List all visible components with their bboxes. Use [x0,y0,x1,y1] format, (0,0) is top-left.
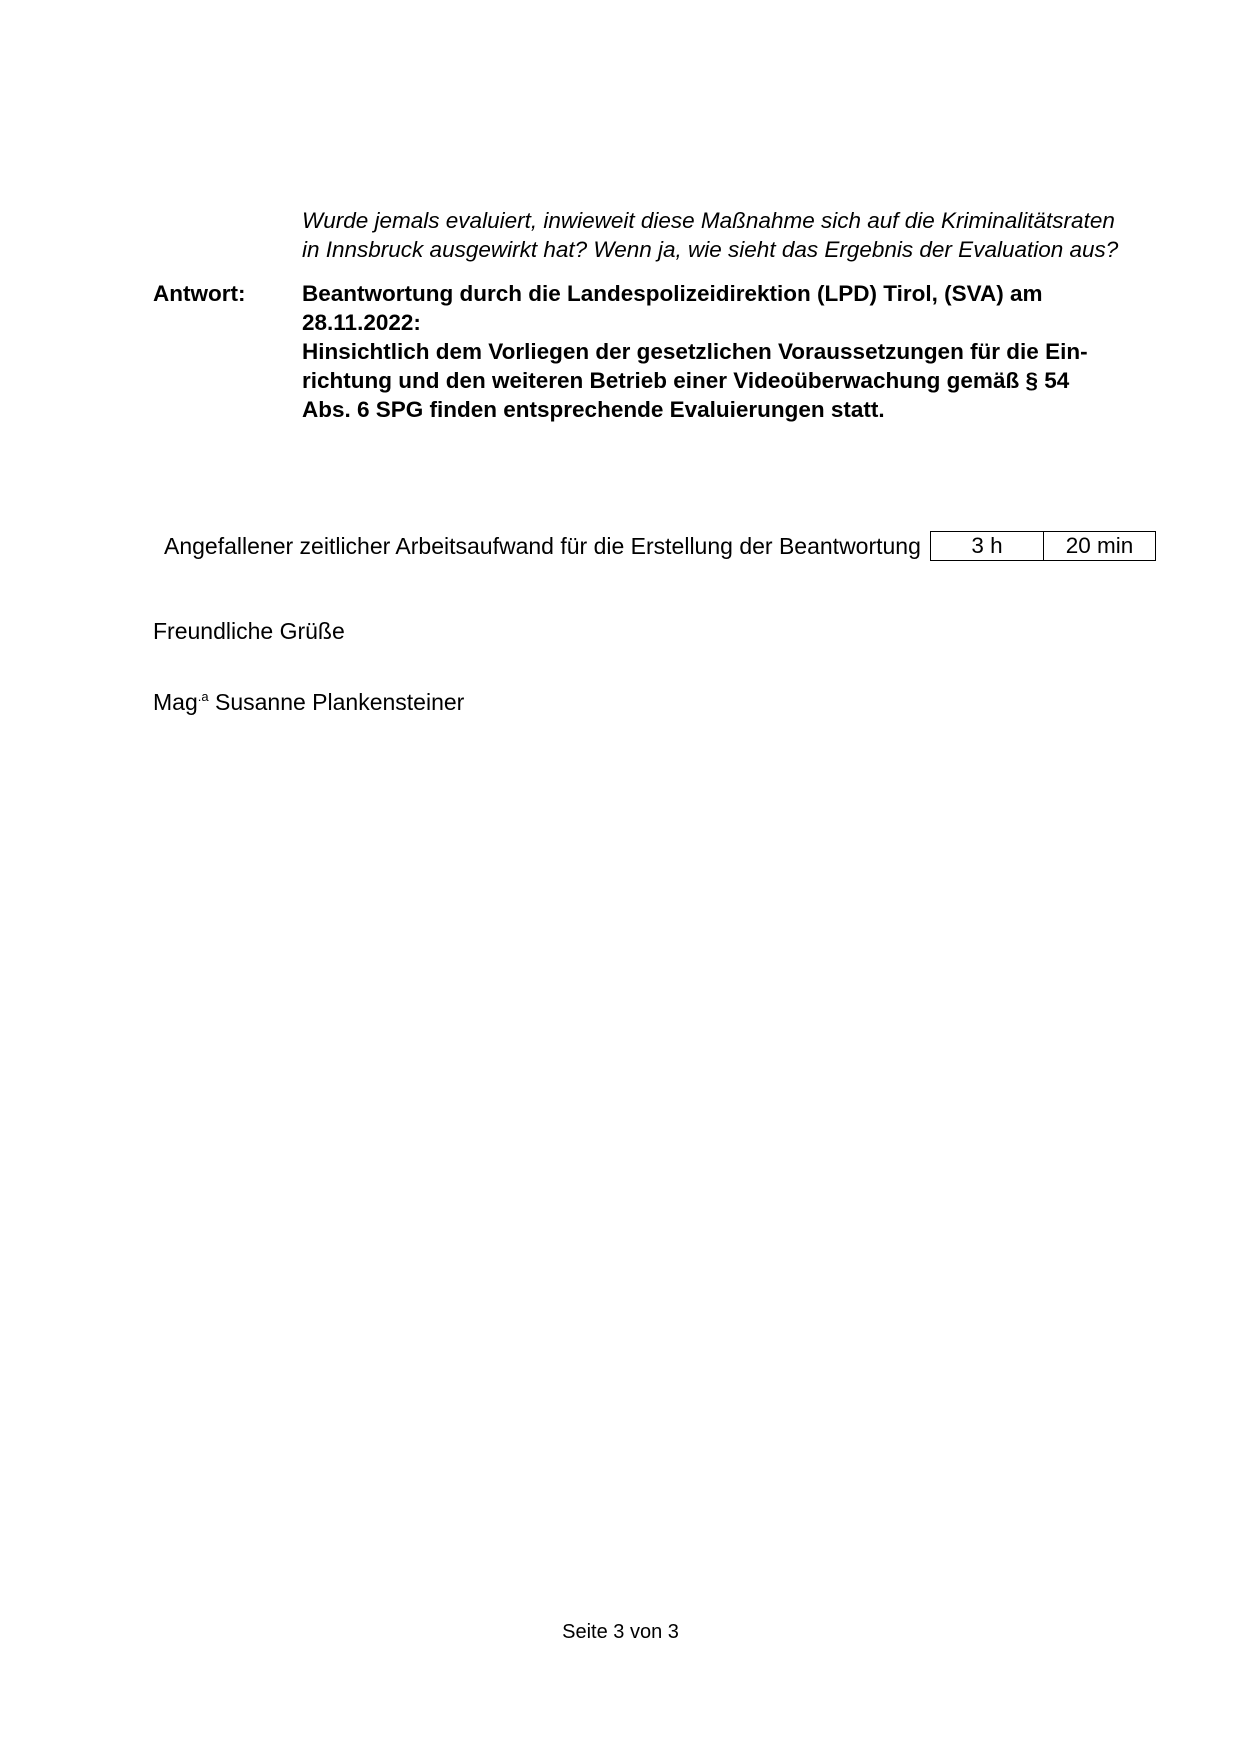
answer-line-1: Beantwortung durch die Landespolizeidirektion (LPD) Tirol, (SVA) am [302,281,1043,306]
effort-hours: 3 h [931,532,1044,560]
answer-line-4: richtung und den weiteren Betrieb einer Videoüberwachung gemäß § 54 [302,368,1070,393]
effort-table [930,531,1156,561]
answer-line-3: Hinsichtlich dem Vorliegen der gesetzlichen Voraussetzungen für die Ein- [302,339,1088,364]
question-line-1: Wurde jemals evaluiert, inwieweit diese Maßnahme sich auf die Kriminalitätsraten [302,208,1115,233]
question-text [302,206,1142,264]
signature [153,687,464,717]
effort-label: Angefallener zeitlicher Arbeitsaufwand für die Erstellung der Beantwortung [164,533,921,559]
signature-name: Susanne Plankensteiner [214,689,465,715]
signature-title-suffix: .a [197,689,209,704]
signature-title: Mag [153,689,198,715]
page-number: Seite 3 von 3 [562,1621,679,1643]
answer-line-5: Abs. 6 SPG finden entsprechende Evaluierungen statt. [302,397,885,422]
answer-line-2: 28.11.2022: [302,310,421,335]
closing-greeting: Freundliche Grüße [153,618,345,644]
effort-minutes: 20 min [1065,533,1134,558]
question-line-2: in Innsbruck ausgewirkt hat? Wenn ja, wie sieht das Ergebnis der Evaluation aus? [302,237,1119,262]
answer-text [302,279,1142,424]
answer-label: Antwort: [153,281,246,306]
